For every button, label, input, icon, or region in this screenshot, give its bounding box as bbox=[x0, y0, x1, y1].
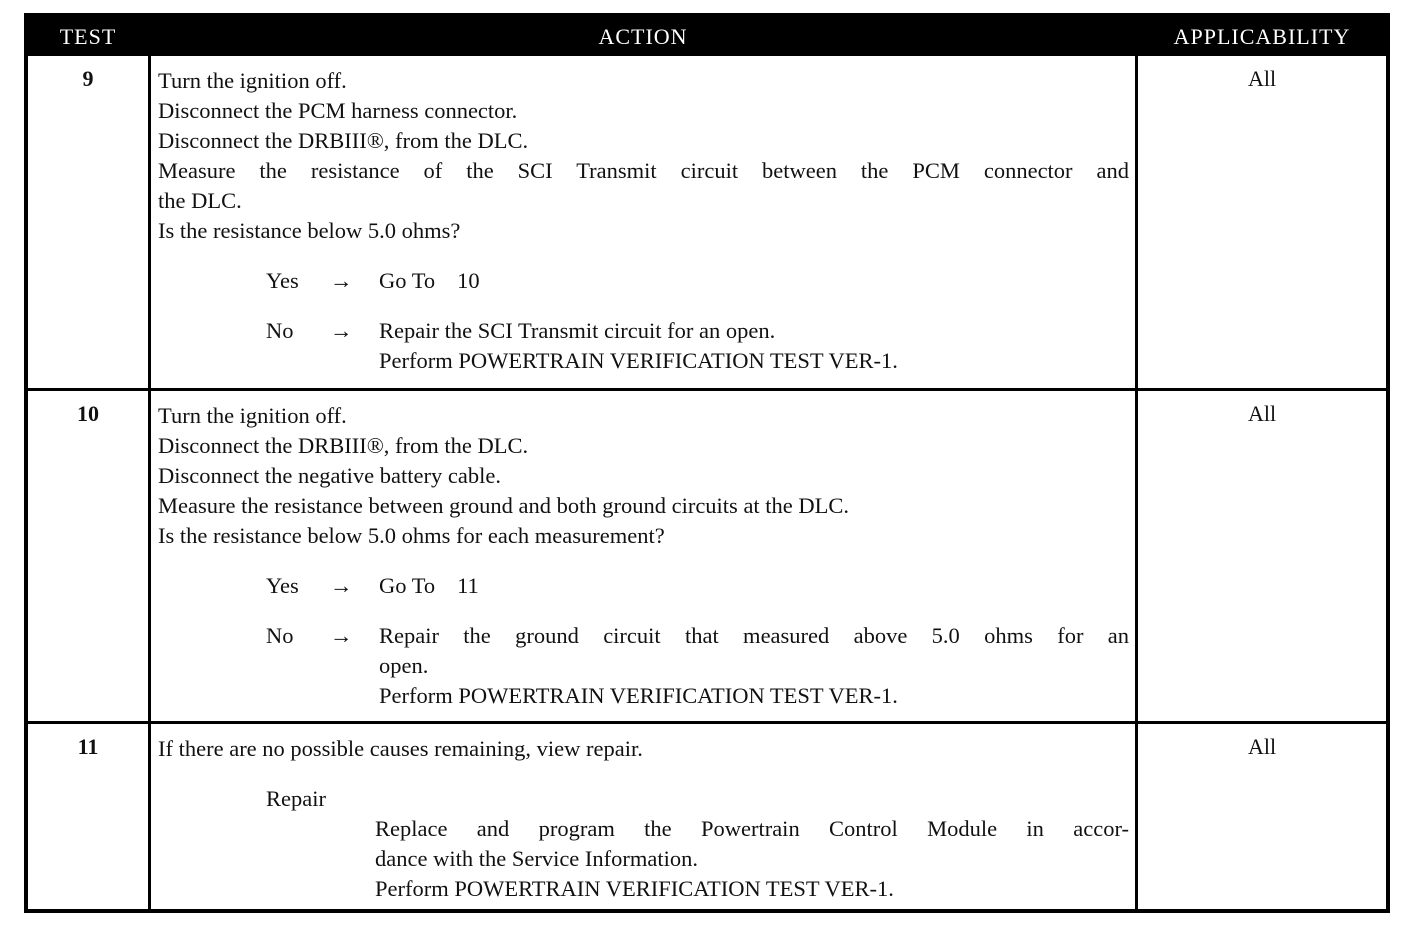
action-step: Is the resistance below 5.0 ohms for each measurement? bbox=[158, 523, 665, 548]
goto-target: 11 bbox=[457, 573, 479, 598]
action-cell bbox=[148, 724, 1138, 909]
no-action-line: Repair the ground circuit that measured above 5.0 ohms for an bbox=[379, 623, 1129, 648]
arrow-right-icon: → bbox=[330, 318, 353, 343]
arrow-right-icon: → bbox=[330, 573, 353, 598]
yes-label: Yes bbox=[266, 573, 299, 598]
action-step: Turn the ignition off. bbox=[158, 403, 347, 428]
arrow-right-icon: → bbox=[330, 623, 353, 648]
yes-label: Yes bbox=[266, 268, 299, 293]
repair-label: Repair bbox=[266, 786, 326, 811]
repair-line: Perform POWERTRAIN VERIFICATION TEST VER-1. bbox=[375, 876, 894, 901]
table-row-test-10 bbox=[28, 388, 1386, 721]
no-branch bbox=[158, 621, 1129, 711]
no-action-line: Perform POWERTRAIN VERIFICATION TEST VER-1. bbox=[379, 683, 898, 708]
header-action: ACTION bbox=[598, 24, 688, 49]
table-header bbox=[28, 17, 1386, 56]
diagnostic-test-table bbox=[24, 13, 1390, 913]
header-test: TEST bbox=[59, 24, 117, 49]
repair-line: Replace and program the Powertrain Control Module in accor- bbox=[375, 816, 1129, 841]
action-step: Measure the resistance between ground and both ground circuits at the DLC. bbox=[158, 493, 850, 518]
action-cell bbox=[148, 391, 1138, 721]
yes-branch bbox=[158, 266, 1129, 296]
repair-line: dance with the Service Information. bbox=[375, 846, 699, 871]
action-step: Disconnect the DRBIII®, from the DLC. bbox=[158, 433, 529, 458]
table-row-test-9 bbox=[28, 56, 1386, 388]
test-number: 9 bbox=[82, 66, 94, 91]
no-action-line: Repair the SCI Transmit circuit for an open. bbox=[379, 318, 776, 343]
action-step: If there are no possible causes remaining, view repair. bbox=[158, 736, 643, 761]
header-applicability: APPLICABILITY bbox=[1173, 24, 1351, 49]
action-step: Disconnect the PCM harness connector. bbox=[158, 98, 518, 123]
goto-target: 10 bbox=[457, 268, 480, 293]
applicability-cell: All bbox=[1247, 734, 1277, 759]
no-label: No bbox=[266, 318, 294, 343]
repair-body bbox=[375, 814, 1129, 904]
yes-branch bbox=[158, 571, 1129, 601]
action-step: the DLC. bbox=[158, 188, 242, 213]
applicability-cell: All bbox=[1247, 66, 1277, 91]
action-step: Disconnect the negative battery cable. bbox=[158, 463, 501, 488]
no-label: No bbox=[266, 623, 294, 648]
action-step: Measure the resistance of the SCI Transmit circuit between the PCM connector and bbox=[158, 158, 1129, 183]
no-branch bbox=[158, 316, 1129, 376]
table-row-test-11 bbox=[28, 721, 1386, 909]
applicability-cell: All bbox=[1247, 401, 1277, 426]
no-action-line: Perform POWERTRAIN VERIFICATION TEST VER-1. bbox=[379, 348, 898, 373]
goto-label: Go To bbox=[379, 268, 436, 293]
no-action-line: open. bbox=[379, 653, 429, 678]
action-step: Turn the ignition off. bbox=[158, 68, 347, 93]
test-number: 10 bbox=[77, 401, 99, 426]
test-number: 11 bbox=[77, 734, 99, 759]
goto-label: Go To bbox=[379, 573, 436, 598]
action-cell bbox=[148, 56, 1138, 388]
action-step: Disconnect the DRBIII®, from the DLC. bbox=[158, 128, 529, 153]
arrow-right-icon: → bbox=[330, 268, 353, 293]
action-step: Is the resistance below 5.0 ohms? bbox=[158, 218, 461, 243]
